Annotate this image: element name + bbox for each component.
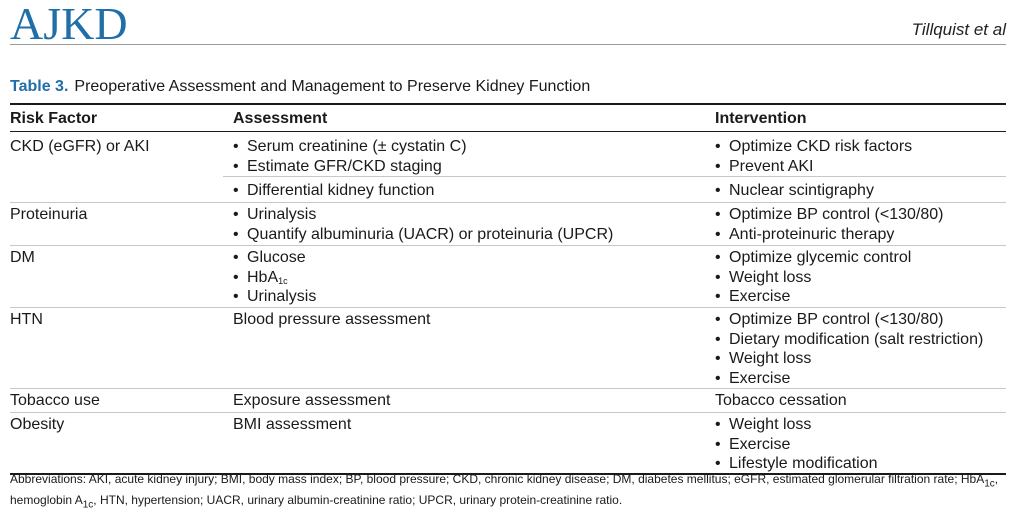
- table-row: [10, 308, 1006, 388]
- header-divider: [10, 44, 1006, 45]
- table-caption-label: Table 3.: [10, 78, 69, 95]
- running-head-authors: Tillquist et al: [911, 20, 1006, 39]
- table-header-row: [10, 105, 1006, 131]
- table-caption: [10, 78, 590, 96]
- table-row: [10, 246, 1006, 307]
- column-header-intervention: Intervention: [715, 110, 807, 127]
- intervention-cell: [715, 137, 912, 176]
- table-caption-title: Preoperative Assessment and Management to Preserve Kidney Function: [74, 78, 591, 95]
- assessment-table: [10, 103, 1006, 475]
- table-row: [10, 203, 1006, 245]
- intervention-cell: Tobacco cessation: [715, 392, 847, 409]
- assessment-cell: Blood pressure assessment: [233, 311, 431, 328]
- intervention-cell: [715, 248, 911, 307]
- table-row: [10, 132, 1006, 202]
- bullet-item: • Optimize CKD risk factors: [715, 138, 913, 155]
- bullet-item: • Serum creatinine (± cystatin C): [233, 138, 467, 155]
- risk-factor-cell: CKD (eGFR) or AKI: [10, 138, 150, 155]
- bullet-item: • Nuclear scintigraphy: [715, 182, 874, 199]
- assessment-cell: [233, 248, 316, 307]
- subscript: 1c: [984, 478, 995, 490]
- bullet-item: • Dietary modification (salt restriction): [715, 330, 984, 348]
- assessment-cell: [233, 137, 467, 176]
- bullet-item: • Urinalysis: [233, 206, 317, 223]
- risk-factor-cell: Obesity: [10, 416, 65, 433]
- bullet-item: • Optimize BP control (<130/80): [715, 206, 944, 223]
- assessment-cell: Exposure assessment: [233, 392, 391, 409]
- risk-factor-cell: DM: [10, 249, 35, 266]
- assessment-cell: BMI assessment: [233, 416, 352, 433]
- risk-factor-cell: Tobacco use: [10, 392, 100, 409]
- bullet-item: • Weight loss: [715, 350, 812, 367]
- subscript: 1c: [278, 275, 288, 286]
- bullet-item: • Exercise: [715, 288, 791, 305]
- assessment-cell: [233, 205, 613, 244]
- table-footnote: Abbreviations: AKI, acute kidney injury; BMI, body mass index; BP, blood pressure; CKD, chronic kidney disease; DM, diabetes mellitus; eGFR, estimated glomerular filtration rate; HbA$_{1c}$, hemoglobin $A_{1c}$, HTN, hypertension; UACR, urinary albumin-creatinine ratio; UPCR, urinary protein-creatinine ratio.: [10, 472, 999, 511]
- journal-logo: AJKD: [10, 0, 128, 49]
- intervention-cell: [715, 415, 878, 474]
- bullet-item: • Optimize BP control (<130/80): [715, 311, 944, 328]
- column-header-risk-factor: Risk Factor: [10, 110, 98, 127]
- bullet-item: • HbA$_{1c}$: [233, 268, 288, 286]
- bullet-item: • Optimize glycemic control: [715, 249, 912, 266]
- bullet-item: • Weight loss: [715, 268, 812, 286]
- intervention-cell: [715, 205, 943, 244]
- bullet-item: • Differential kidney function: [233, 182, 435, 199]
- bullet-item: • Exercise: [715, 369, 791, 387]
- sub-row-divider: [223, 176, 1006, 177]
- table-row: [10, 389, 1006, 412]
- bullet-item: • Prevent AKI: [715, 157, 814, 175]
- risk-factor-cell: Proteinuria: [10, 206, 88, 223]
- bullet-item: • Quantify albuminuria (UACR) or proteinuria (UPCR): [233, 225, 614, 243]
- column-header-assessment: Assessment: [233, 110, 328, 127]
- intervention-cell: [715, 310, 983, 388]
- table-row: [10, 413, 1006, 473]
- bullet-item: • Exercise: [715, 435, 791, 453]
- bullet-item: • Lifestyle modification: [715, 455, 878, 472]
- risk-factor-cell: HTN: [10, 311, 43, 328]
- bullet-item: • Anti-proteinuric therapy: [715, 225, 895, 243]
- subscript: 1c: [82, 499, 94, 511]
- bullet-item: • Weight loss: [715, 416, 812, 433]
- intervention-cell: [715, 181, 874, 201]
- assessment-cell: [233, 181, 434, 201]
- bullet-item: • Estimate GFR/CKD staging: [233, 157, 442, 175]
- bullet-item: • Urinalysis: [233, 288, 317, 305]
- bullet-item: • Glucose: [233, 249, 306, 266]
